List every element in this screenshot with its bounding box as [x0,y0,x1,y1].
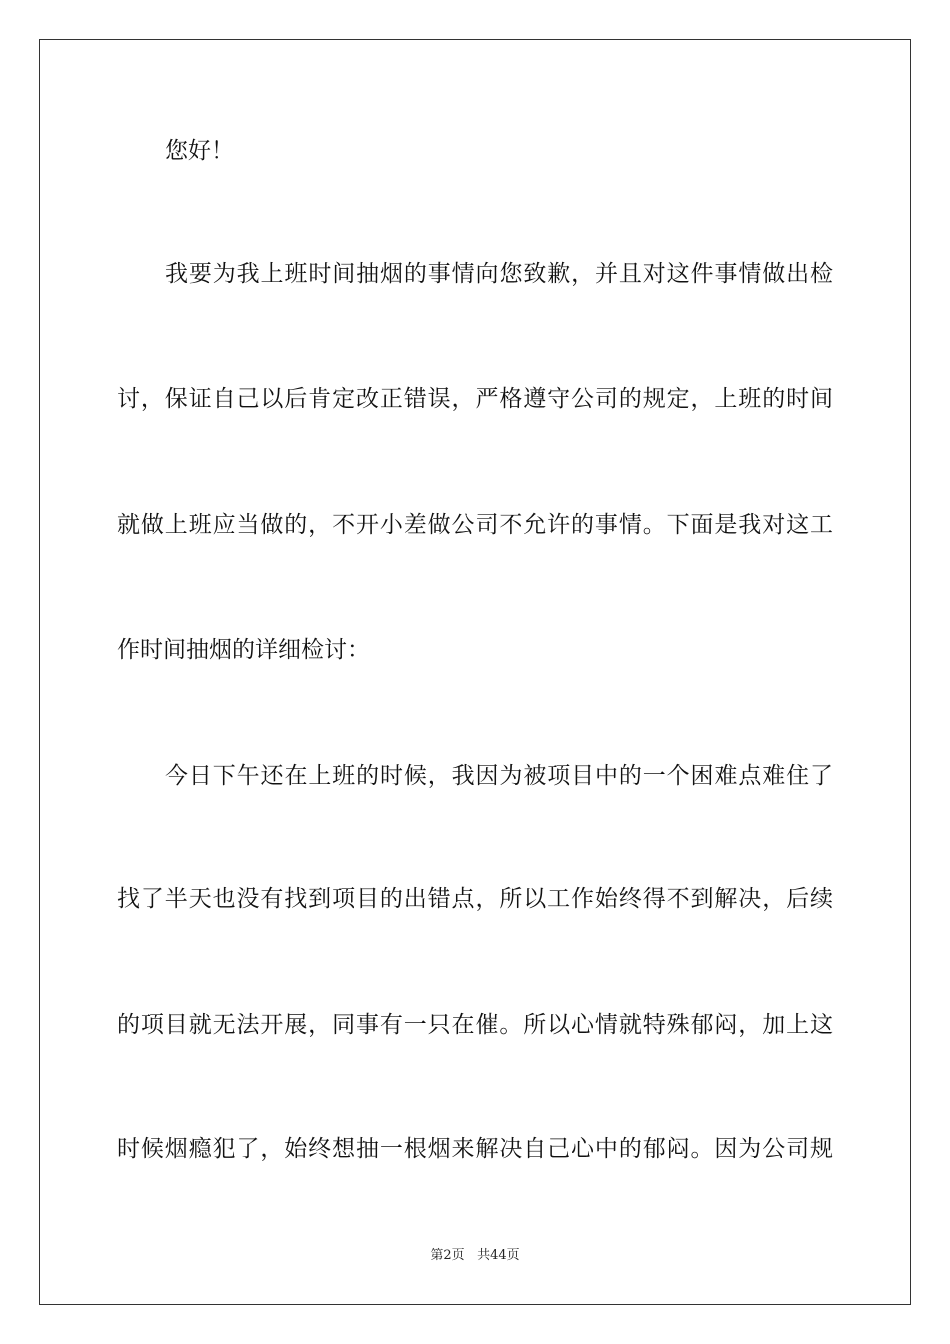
paragraph-line: 的项目就无法开展，同事有一只在催。所以心情就特殊郁闷，加上这 [117,1012,833,1038]
paragraph-line: 我要为我上班时间抽烟的事情向您致歉，并且对这件事情做出检 [165,261,833,287]
paragraph-line: 今日下午还在上班的时候，我因为被项目中的一个困难点难住了 [165,763,833,789]
paragraph-line: 作时间抽烟的详细检讨： [117,637,370,663]
greeting-line: 您好！ [165,138,234,164]
page-footer [0,1247,950,1265]
paragraph-line: 找了半天也没有找到项目的出错点，所以工作始终得不到解决，后续 [117,886,833,912]
page-border [39,39,911,1305]
paragraph-line: 时候烟瘾犯了，始终想抽一根烟来解决自己心中的郁闷。因为公司规 [117,1136,833,1162]
paragraph-line: 就做上班应当做的，不开小差做公司不允许的事情。下面是我对这工 [117,512,833,538]
page-number: 第2页 [430,1248,465,1263]
paragraph-line: 讨，保证自己以后肯定改正错误，严格遵守公司的规定，上班的时间 [117,386,833,412]
page-total: 共44页 [477,1248,520,1263]
